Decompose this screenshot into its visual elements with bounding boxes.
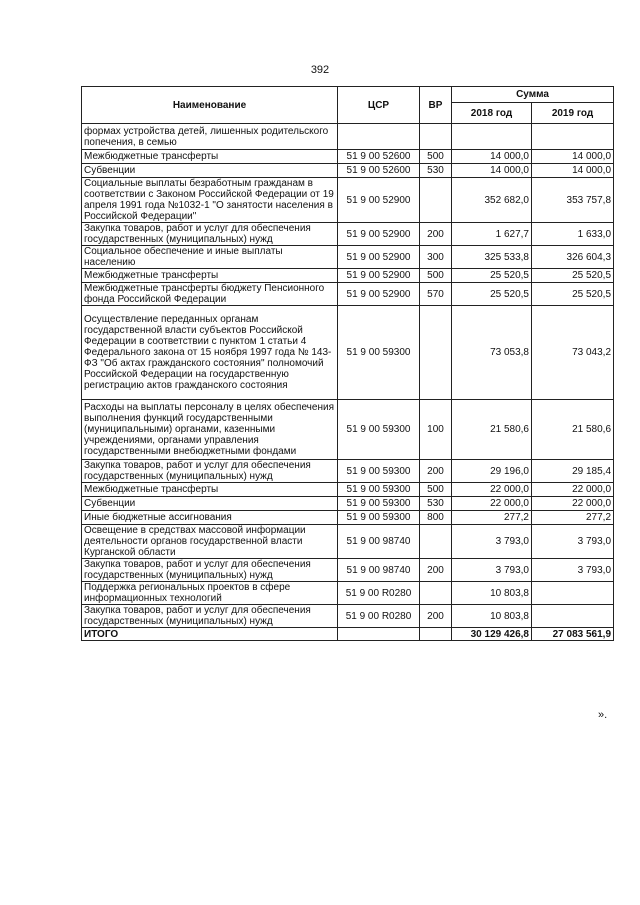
- table-row: [82, 223, 614, 246]
- table-row: [82, 605, 614, 628]
- row-2019-cell: 353 757,8: [532, 178, 614, 223]
- row-2018-cell: 73 053,8: [452, 306, 532, 400]
- row-csr-cell: 51 9 00 52900: [338, 246, 420, 269]
- row-vr-cell: 570: [420, 283, 452, 306]
- row-vr-cell: 530: [420, 497, 452, 511]
- table-row: [82, 525, 614, 559]
- row-2018-cell: 10 803,8: [452, 582, 532, 605]
- row-vr-cell: 200: [420, 460, 452, 483]
- row-csr-cell: 51 9 00 59300: [338, 497, 420, 511]
- table-row: [82, 559, 614, 582]
- row-2019-cell: 3 793,0: [532, 525, 614, 559]
- row-2018-cell: 3 793,0: [452, 525, 532, 559]
- row-2019-cell: 277,2: [532, 511, 614, 525]
- row-vr-cell: 100: [420, 400, 452, 460]
- header-name: Наименование: [82, 87, 338, 124]
- row-name-cell: Иные бюджетные ассигнования: [82, 511, 338, 525]
- row-2019-cell: 14 000,0: [532, 150, 614, 164]
- table-row: [82, 283, 614, 306]
- row-name-cell: Закупка товаров, работ и услуг для обеспечения государственных (муниципальных) нужд: [82, 223, 338, 246]
- row-2019-cell: 21 580,6: [532, 400, 614, 460]
- row-2018-cell: 25 520,5: [452, 283, 532, 306]
- table-row: [82, 150, 614, 164]
- row-csr-cell: 51 9 00 R0280: [338, 582, 420, 605]
- table-header: [82, 87, 614, 124]
- row-2018-cell: 29 196,0: [452, 460, 532, 483]
- table-row: [82, 164, 614, 178]
- header-year-2018: 2018 год: [452, 103, 532, 124]
- row-vr-cell: 200: [420, 605, 452, 628]
- table-row: [82, 400, 614, 460]
- row-csr-cell: [338, 124, 420, 150]
- row-2018-cell: 22 000,0: [452, 483, 532, 497]
- table-row: [82, 460, 614, 483]
- row-vr-cell: 500: [420, 483, 452, 497]
- page-number: 392: [310, 64, 330, 76]
- row-2018-cell: 10 803,8: [452, 605, 532, 628]
- row-2019-cell: 25 520,5: [532, 283, 614, 306]
- closing-quote-mark: ».: [598, 709, 608, 721]
- total-vr: [420, 628, 452, 641]
- row-2018-cell: 25 520,5: [452, 269, 532, 283]
- row-name-cell: Поддержка региональных проектов в сфере информационных технологий: [82, 582, 338, 605]
- row-name-cell: Субвенции: [82, 497, 338, 511]
- row-2019-cell: 22 000,0: [532, 497, 614, 511]
- row-2018-cell: 14 000,0: [452, 164, 532, 178]
- row-name-cell: Социальное обеспечение и иные выплаты населению: [82, 246, 338, 269]
- table-row: [82, 269, 614, 283]
- row-vr-cell: 300: [420, 246, 452, 269]
- row-2019-cell: [532, 124, 614, 150]
- row-2018-cell: 277,2: [452, 511, 532, 525]
- row-csr-cell: 51 9 00 52900: [338, 283, 420, 306]
- table-row: [82, 124, 614, 150]
- row-name-cell: формах устройства детей, лишенных родительского попечения, в семью: [82, 124, 338, 150]
- total-csr: [338, 628, 420, 641]
- row-2019-cell: 25 520,5: [532, 269, 614, 283]
- row-2018-cell: [452, 124, 532, 150]
- row-2018-cell: 1 627,7: [452, 223, 532, 246]
- total-2018: 30 129 426,8: [452, 628, 532, 641]
- row-csr-cell: 51 9 00 59300: [338, 511, 420, 525]
- total-2019: 27 083 561,9: [532, 628, 614, 641]
- row-csr-cell: 51 9 00 52900: [338, 178, 420, 223]
- row-name-cell: Субвенции: [82, 164, 338, 178]
- row-2019-cell: 3 793,0: [532, 559, 614, 582]
- row-name-cell: Освещение в средствах массовой информации деятельности органов государственной власти Курганской области: [82, 525, 338, 559]
- header-vr: ВР: [420, 87, 452, 124]
- row-name-cell: Межбюджетные трансферты: [82, 483, 338, 497]
- row-csr-cell: 51 9 00 52900: [338, 223, 420, 246]
- row-csr-cell: 51 9 00 59300: [338, 306, 420, 400]
- row-csr-cell: 51 9 00 59300: [338, 400, 420, 460]
- header-csr: ЦСР: [338, 87, 420, 124]
- row-vr-cell: 500: [420, 269, 452, 283]
- row-2019-cell: 1 633,0: [532, 223, 614, 246]
- row-2018-cell: 21 580,6: [452, 400, 532, 460]
- row-2019-cell: [532, 605, 614, 628]
- table-row: [82, 483, 614, 497]
- row-csr-cell: 51 9 00 R0280: [338, 605, 420, 628]
- row-vr-cell: 500: [420, 150, 452, 164]
- table-row: [82, 497, 614, 511]
- row-name-cell: Социальные выплаты безработным гражданам в соответствии с Законом Российской Федерации от 19 апреля 1991 года №1032-1 "О занятости населения в Российской Федерации": [82, 178, 338, 223]
- header-sum: Сумма: [452, 87, 614, 103]
- table-row: [82, 178, 614, 223]
- budget-table: [81, 86, 614, 641]
- row-2018-cell: 22 000,0: [452, 497, 532, 511]
- row-name-cell: Закупка товаров, работ и услуг для обеспечения государственных (муниципальных) нужд: [82, 559, 338, 582]
- row-vr-cell: [420, 525, 452, 559]
- row-csr-cell: 51 9 00 52900: [338, 269, 420, 283]
- header-year-2019: 2019 год: [532, 103, 614, 124]
- row-2019-cell: 14 000,0: [532, 164, 614, 178]
- total-label: ИТОГО: [82, 628, 338, 641]
- row-2019-cell: 326 604,3: [532, 246, 614, 269]
- row-name-cell: Межбюджетные трансферты: [82, 269, 338, 283]
- total-row: [82, 628, 614, 641]
- row-csr-cell: 51 9 00 52600: [338, 150, 420, 164]
- table-row: [82, 246, 614, 269]
- row-name-cell: Расходы на выплаты персоналу в целях обеспечения выполнения функций государственными (муниципальными) органами, казенными учреждениями, органами управления государственными внебюджетными фондами: [82, 400, 338, 460]
- row-2018-cell: 3 793,0: [452, 559, 532, 582]
- row-name-cell: Закупка товаров, работ и услуг для обеспечения государственных (муниципальных) нужд: [82, 460, 338, 483]
- row-csr-cell: 51 9 00 98740: [338, 559, 420, 582]
- row-2018-cell: 352 682,0: [452, 178, 532, 223]
- row-vr-cell: 200: [420, 223, 452, 246]
- row-vr-cell: 800: [420, 511, 452, 525]
- row-name-cell: Осуществление переданных органам государственной власти субъектов Российской Федерации в соответствии с пунктом 1 статьи 4 Федерального закона от 15 ноября 1997 года № 143-ФЗ "Об актах гражданского состояния" полномочий Российской Федерации на государственную регистрацию актов гражданского состояния: [82, 306, 338, 400]
- table-row: [82, 306, 614, 400]
- row-vr-cell: [420, 124, 452, 150]
- row-csr-cell: 51 9 00 59300: [338, 460, 420, 483]
- row-name-cell: Закупка товаров, работ и услуг для обеспечения государственных (муниципальных) нужд: [82, 605, 338, 628]
- table-body: [82, 124, 614, 628]
- row-vr-cell: 200: [420, 559, 452, 582]
- row-name-cell: Межбюджетные трансферты бюджету Пенсионного фонда Российской Федерации: [82, 283, 338, 306]
- row-2019-cell: 73 043,2: [532, 306, 614, 400]
- row-vr-cell: 530: [420, 164, 452, 178]
- row-2019-cell: [532, 582, 614, 605]
- table-row: [82, 511, 614, 525]
- row-2018-cell: 325 533,8: [452, 246, 532, 269]
- row-vr-cell: [420, 178, 452, 223]
- row-2019-cell: 22 000,0: [532, 483, 614, 497]
- row-csr-cell: 51 9 00 59300: [338, 483, 420, 497]
- row-vr-cell: [420, 582, 452, 605]
- row-vr-cell: [420, 306, 452, 400]
- row-csr-cell: 51 9 00 52600: [338, 164, 420, 178]
- row-name-cell: Межбюджетные трансферты: [82, 150, 338, 164]
- row-csr-cell: 51 9 00 98740: [338, 525, 420, 559]
- table-row: [82, 582, 614, 605]
- row-2019-cell: 29 185,4: [532, 460, 614, 483]
- row-2018-cell: 14 000,0: [452, 150, 532, 164]
